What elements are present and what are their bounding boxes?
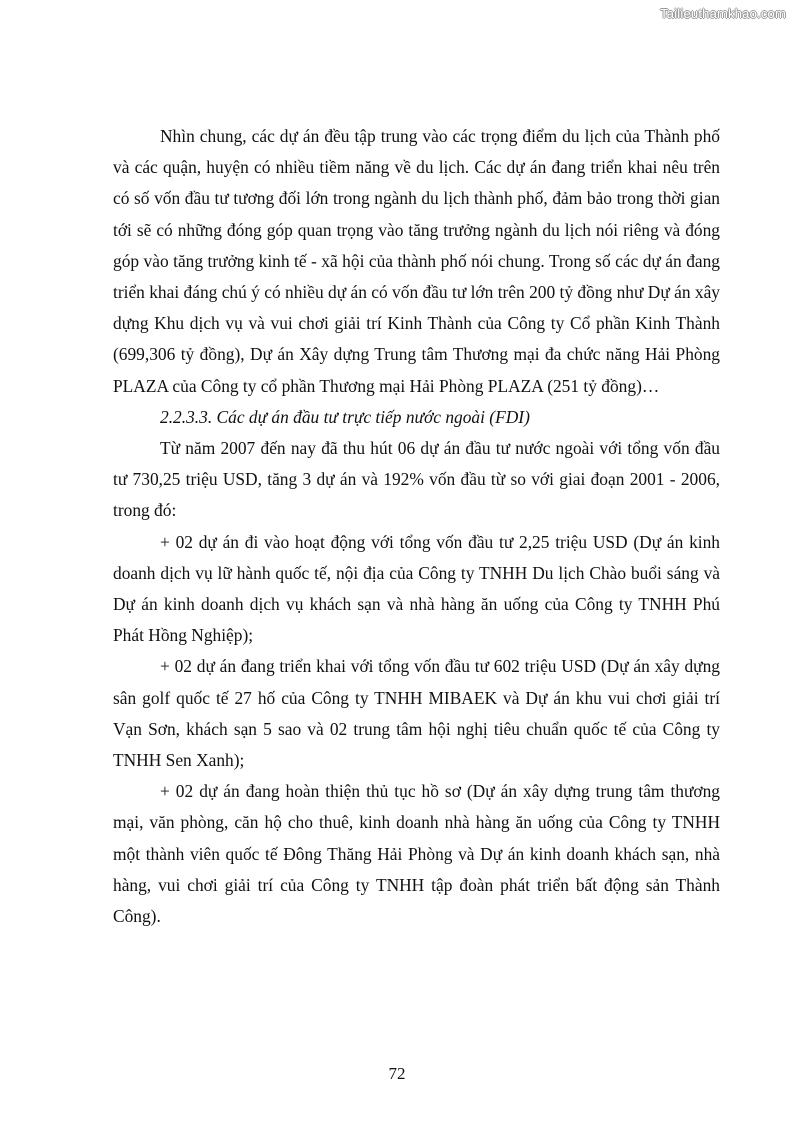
list-item-operating-projects: + 02 dự án đi vào hoạt động với tổng vốn đầu tư 2,25 triệu USD (Dự án kinh doanh dịch vụ lữ hành quốc tế, nội địa của Công ty TNHH Du lịch Chào buổi sáng và Dự án kinh doanh dịch vụ khách sạn và nhà hàng ăn uống của Công ty TNHH Phú Phát Hồng Nghiệp); — [113, 531, 720, 646]
list-item-pending-projects: + 02 dự án đang hoàn thiện thủ tục hồ sơ (Dự án xây dựng trung tâm thương mại, văn phòng, căn hộ cho thuê, kinh doanh nhà hàng ăn uống của Công ty TNHH một thành viên quốc tế Đông Thăng Hải Phòng và Dự án kinh doanh khách sạn, nhà hàng, vui chơi giải trí của Công ty TNHH tập đoàn phát triển bất động sản Thành Công). — [113, 781, 720, 927]
document-body — [113, 121, 720, 932]
section-heading-fdi: 2.2.3.3. Các dự án đầu tư trực tiếp nước ngoài (FDI) — [160, 406, 530, 427]
watermark-text: Tailieuthamkhao.com — [660, 6, 786, 21]
paragraph-fdi-overview: Từ năm 2007 đến nay đã thu hút 06 dự án đầu tư nước ngoài với tổng vốn đầu tư 730,25 triệu USD, tăng 3 dự án và 192% vốn đầu từ so với giai đoạn 2001 - 2006, trong đó: — [113, 438, 720, 521]
paragraph-summary: Nhìn chung, các dự án đều tập trung vào các trọng điểm du lịch của Thành phố và các quận, huyện có nhiều tiềm năng về du lịch. Các dự án đang triển khai nêu trên có số vốn đầu tư tương đối lớn trong ngành du lịch thành phố, đảm bảo trong thời gian tới sẽ có những đóng góp quan trọng vào tăng trưởng ngành du lịch nói riêng và đóng góp vào tăng trưởng kinh tế - xã hội của thành phố nói chung. Trong số các dự án đang triển khai đáng chú ý có nhiều dự án có vốn đầu tư lớn trên 200 tỷ đồng như Dự án xây dựng Khu dịch vụ và vui chơi giải trí Kinh Thành của Công ty Cổ phần Kinh Thành (699,306 tỷ đồng), Dự án Xây dựng Trung tâm Thương mại đa chức năng Hải Phòng PLAZA của Công ty cổ phần Thương mại Hải Phòng PLAZA (251 tỷ đồng)… — [113, 126, 720, 396]
list-item-ongoing-projects: + 02 dự án đang triển khai với tổng vốn đầu tư 602 triệu USD (Dự án xây dựng sân golf quốc tế 27 hố của Công ty TNHH MIBAEK và Dự án khu vui chơi giải trí Vạn Sơn, khách sạn 5 sao và 02 trung tâm hội nghị tiêu chuẩn quốc tế của Công ty TNHH Sen Xanh); — [113, 656, 720, 771]
page-number: 72 — [388, 1064, 406, 1083]
